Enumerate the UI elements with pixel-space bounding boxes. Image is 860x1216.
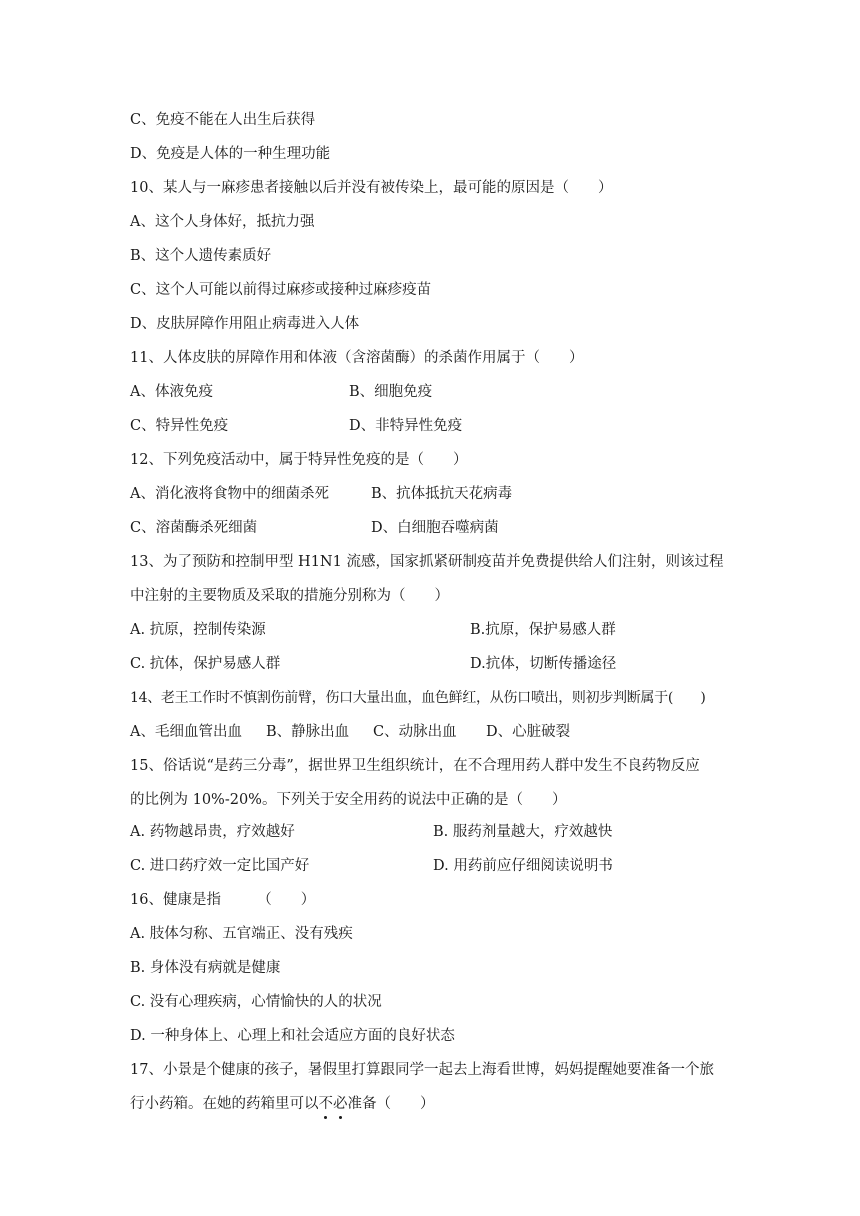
q10-option-b: B、这个人遗传素质好	[130, 248, 272, 264]
q12-stem: 12、下列免疫活动中，属于特异性免疫的是（ ）	[130, 452, 468, 468]
q10-option-a: A、这个人身体好，抵抗力强	[130, 214, 315, 230]
q13-option-a: A. 抗原，控制传染源	[130, 622, 266, 638]
q10-stem: 10、某人与一麻疹患者接触以后并没有被传染上，最可能的原因是（ ）	[130, 180, 613, 196]
q13-option-b: B.抗原，保护易感人群	[470, 622, 616, 638]
q15-option-a: A. 药物越昂贵，疗效越好	[130, 824, 295, 840]
q11-option-b: B、细胞免疫	[349, 384, 433, 400]
emphasis-dot	[324, 1116, 327, 1119]
q17-stem-line2-post: 准备（ ）	[347, 1096, 435, 1112]
q14-option-a: A、毛细血管出血	[130, 724, 242, 740]
q11-option-a: A、体液免疫	[130, 384, 213, 400]
q17-stem-line2-pre: 行小药箱。在她的药箱里可以	[130, 1096, 319, 1112]
q16-option-c: C. 没有心理疾病，心情愉快的人的状况	[130, 994, 382, 1010]
q12-option-b: B、抗体抵抗天花病毒	[371, 486, 513, 502]
q14-option-b: B、静脉出血	[266, 724, 350, 740]
q9-option-d: D、免疫是人体的一种生理功能	[130, 146, 331, 162]
q15-option-b: B. 服药剂量越大，疗效越快	[433, 824, 613, 840]
q13-stem-line1: 13、为了预防和控制甲型 H1N1 流感，国家抓紧研制疫苗并免费提供给人们注射，则该过程	[130, 554, 724, 570]
q14-option-c: C、动脉出血	[373, 724, 457, 740]
emphasis-dot	[339, 1116, 342, 1119]
q16-option-a: A. 肢体匀称、五官端正、没有残疾	[130, 926, 353, 942]
q10-option-d: D、皮肤屏障作用阻止病毒进入人体	[130, 316, 360, 332]
q10-option-c: C、这个人可能以前得过麻疹或接种过麻疹疫苗	[130, 282, 432, 298]
q16-option-d: D. 一种身体上、心理上和社会适应方面的良好状态	[130, 1028, 455, 1044]
q15-stem-line1: 15、俗话说“是药三分毒”，据世界卫生组织统计，在不合理用药人群中发生不良药物反应	[130, 758, 700, 774]
q11-option-d: D、非特异性免疫	[349, 418, 463, 434]
q17-emphasis-word: 不必	[318, 1096, 348, 1112]
q13-option-c: C. 抗体，保护易感人群	[130, 656, 281, 672]
q15-stem-line2: 的比例为 10%-20%。下列关于安全用药的说法中正确的是（ ）	[130, 792, 567, 808]
q12-option-d: D、白细胞吞噬病菌	[371, 520, 499, 536]
q14-stem: 14、老王工作时不慎割伤前臂，伤口大量出血，血色鲜红，从伤口喷出，则初步判断属于( )	[130, 690, 706, 706]
q13-stem-line2: 中注射的主要物质及采取的措施分别称为（ ）	[130, 588, 449, 604]
q12-option-a: A、消化液将食物中的细菌杀死	[130, 486, 329, 502]
q12-option-c: C、溶菌酶杀死细菌	[130, 520, 258, 536]
q11-stem: 11、人体皮肤的屏障作用和体液（含溶菌酶）的杀菌作用属于（ ）	[130, 350, 584, 366]
q15-option-d: D. 用药前应仔细阅读说明书	[433, 858, 613, 874]
q16-option-b: B. 身体没有病就是健康	[130, 960, 281, 976]
q16-stem: 16、健康是指 （ ）	[130, 892, 316, 908]
q11-option-c: C、特异性免疫	[130, 418, 229, 434]
q17-stem-line2	[130, 1094, 435, 1114]
q9-option-c: C、免疫不能在人出生后获得	[130, 112, 316, 128]
q15-option-c: C. 进口药疗效一定比国产好	[130, 858, 310, 874]
q17-stem-line1: 17、小景是个健康的孩子，暑假里打算跟同学一起去上海看世博，妈妈提醒她要准备一个旅	[130, 1062, 714, 1078]
q17-emphasized-text	[319, 1096, 348, 1112]
q13-option-d: D.抗体，切断传播途径	[470, 656, 617, 672]
q14-option-d: D、心脏破裂	[486, 724, 571, 740]
